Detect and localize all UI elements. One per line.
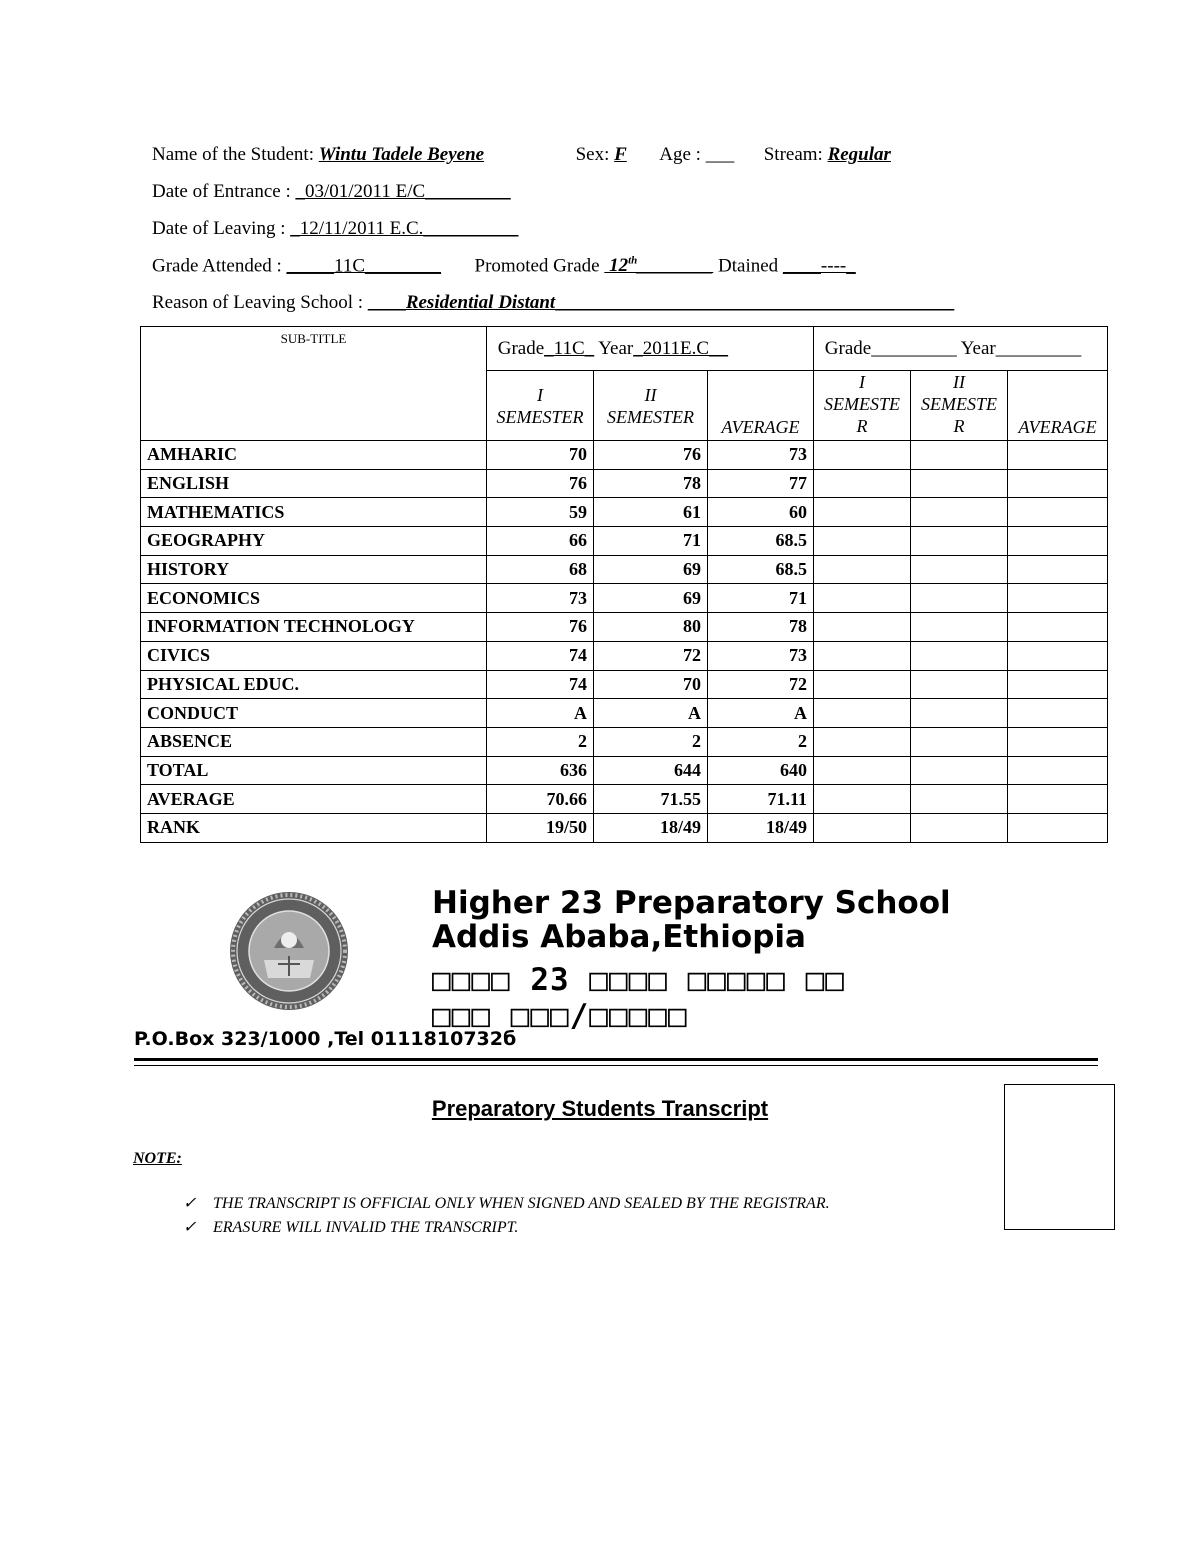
sem2-score-cell: 72 bbox=[594, 641, 708, 670]
empty-cell bbox=[911, 727, 1008, 756]
empty-cell bbox=[1008, 584, 1108, 613]
sem2-score-cell: 61 bbox=[594, 498, 708, 527]
grade-blank: _________ bbox=[871, 337, 957, 359]
table-row bbox=[141, 813, 1108, 842]
average-header: AVERAGE bbox=[708, 371, 814, 441]
subject-cell: INFORMATION TECHNOLOGY bbox=[141, 613, 487, 642]
student-sex: F bbox=[614, 144, 627, 165]
empty-cell bbox=[814, 756, 911, 785]
grade-year-header-current: Grade_11C_ Year_2011E.C__ bbox=[487, 327, 814, 371]
sem2-score-cell: 78 bbox=[594, 469, 708, 498]
empty-cell bbox=[911, 469, 1008, 498]
subject-cell: TOTAL bbox=[141, 756, 487, 785]
average-score-cell: 73 bbox=[708, 441, 814, 470]
promoted-label: Promoted Grade bbox=[474, 255, 600, 277]
average-score-cell: 68.5 bbox=[708, 555, 814, 584]
empty-cell bbox=[814, 785, 911, 814]
promoted-sup: th bbox=[628, 255, 638, 267]
sem1-score-cell: 68 bbox=[487, 555, 594, 584]
subject-cell: ABSENCE bbox=[141, 727, 487, 756]
school-amharic-line1: □□□□ 23 □□□□ □□□□□ □□ bbox=[432, 962, 845, 998]
table-row bbox=[141, 756, 1108, 785]
student-stream: Regular bbox=[827, 144, 891, 165]
promoted-grade: 12th________ bbox=[609, 255, 714, 277]
empty-cell bbox=[1008, 498, 1108, 527]
school-name-english bbox=[432, 886, 951, 954]
subject-cell: AVERAGE bbox=[141, 785, 487, 814]
table-row bbox=[141, 641, 1108, 670]
subject-cell: RANK bbox=[141, 813, 487, 842]
grade-year-header-next bbox=[814, 327, 1108, 371]
sem1-b-word: SEMESTE bbox=[824, 394, 901, 414]
sem2-b-numeral: II bbox=[953, 372, 966, 392]
stream-label: Stream: bbox=[763, 144, 823, 165]
header-rule-thin bbox=[134, 1065, 1098, 1066]
leaving-date: _12/11/2011 E.C.__________ bbox=[290, 218, 519, 239]
empty-cell bbox=[814, 670, 911, 699]
empty-cell bbox=[1008, 813, 1108, 842]
empty-cell bbox=[1008, 469, 1108, 498]
po-box: P.O.Box 323/1000 ,Tel 0111810732б bbox=[134, 1028, 517, 1050]
sem1-score-cell: A bbox=[487, 699, 594, 728]
sem2-score-cell: 70 bbox=[594, 670, 708, 699]
transcript-title: Preparatory Students Transcript bbox=[431, 1096, 769, 1121]
sem2-numeral: II bbox=[644, 384, 657, 405]
average-score-cell: 68.5 bbox=[708, 527, 814, 556]
table-row bbox=[141, 699, 1108, 728]
note-item-2 bbox=[183, 1217, 518, 1237]
subtitle-header: SUB-TITLE bbox=[141, 327, 487, 441]
empty-cell bbox=[814, 613, 911, 642]
sem1-score-cell: 74 bbox=[487, 641, 594, 670]
detained-value: ____----_ bbox=[782, 255, 856, 277]
average-score-cell: 71 bbox=[708, 584, 814, 613]
sem2-score-cell: 69 bbox=[594, 555, 708, 584]
sem1-score-cell: 66 bbox=[487, 527, 594, 556]
sem1-score-cell: 636 bbox=[487, 756, 594, 785]
school-name-line1: Higher 23 Preparatory School bbox=[432, 885, 951, 921]
empty-cell bbox=[814, 699, 911, 728]
empty-cell bbox=[1008, 527, 1108, 556]
entrance-date: _03/01/2011 E/C_________ bbox=[295, 181, 511, 202]
note-item-1 bbox=[183, 1193, 830, 1213]
sem2-score-cell: 71 bbox=[594, 527, 708, 556]
empty-cell bbox=[911, 785, 1008, 814]
sem2-header-b bbox=[911, 371, 1008, 441]
sem1-score-cell: 76 bbox=[487, 613, 594, 642]
average-score-cell: 18/49 bbox=[708, 813, 814, 842]
empty-cell bbox=[814, 469, 911, 498]
empty-cell bbox=[1008, 727, 1108, 756]
empty-cell bbox=[911, 641, 1008, 670]
average-score-cell: 71.11 bbox=[708, 785, 814, 814]
average-score-cell: 2 bbox=[708, 727, 814, 756]
subject-cell: PHYSICAL EDUC. bbox=[141, 670, 487, 699]
sem2-score-cell: A bbox=[594, 699, 708, 728]
sem1-score-cell: 70 bbox=[487, 441, 594, 470]
average-score-cell: 640 bbox=[708, 756, 814, 785]
school-seal-icon bbox=[228, 890, 350, 1012]
promoted-value: 12 bbox=[609, 255, 629, 277]
note-text-2: ERASURE WILL INVALID THE TRANSCRIPT. bbox=[213, 1219, 519, 1236]
entrance-line bbox=[152, 181, 511, 203]
empty-cell bbox=[814, 584, 911, 613]
average-header-b: AVERAGE bbox=[1008, 371, 1108, 441]
grade-attended-label: Grade Attended : bbox=[152, 255, 282, 277]
empty-cell bbox=[911, 699, 1008, 728]
table-row bbox=[141, 727, 1108, 756]
grade-rows bbox=[141, 441, 1108, 843]
subject-cell: GEOGRAPHY bbox=[141, 527, 487, 556]
sem1-numeral: I bbox=[537, 384, 543, 405]
empty-cell bbox=[814, 441, 911, 470]
student-name-line bbox=[152, 144, 891, 166]
empty-cell bbox=[1008, 613, 1108, 642]
table-row bbox=[141, 527, 1108, 556]
sem1-header-b bbox=[814, 371, 911, 441]
year-blank: _________ bbox=[995, 337, 1082, 359]
table-row bbox=[141, 498, 1108, 527]
table-row bbox=[141, 469, 1108, 498]
empty-cell bbox=[911, 441, 1008, 470]
average-score-cell: A bbox=[708, 699, 814, 728]
table-row bbox=[141, 441, 1108, 470]
photo-box bbox=[1004, 1084, 1115, 1230]
header-row-1 bbox=[141, 327, 1108, 371]
average-score-cell: 60 bbox=[708, 498, 814, 527]
average-score-cell: 73 bbox=[708, 641, 814, 670]
sem2-header bbox=[594, 371, 708, 441]
leaving-label: Date of Leaving : bbox=[152, 218, 286, 239]
detained-label: Dtained bbox=[718, 255, 779, 277]
average-score-cell: 72 bbox=[708, 670, 814, 699]
empty-cell bbox=[911, 756, 1008, 785]
empty-cell bbox=[814, 555, 911, 584]
sem2-score-cell: 69 bbox=[594, 584, 708, 613]
empty-cell bbox=[1008, 756, 1108, 785]
sem2-score-cell: 76 bbox=[594, 441, 708, 470]
school-name-amharic bbox=[432, 962, 845, 1034]
sex-label: Sex: bbox=[575, 144, 610, 165]
sem2-score-cell: 71.55 bbox=[594, 785, 708, 814]
subject-cell: AMHARIC bbox=[141, 441, 487, 470]
table-row bbox=[141, 584, 1108, 613]
empty-cell bbox=[911, 813, 1008, 842]
leaving-line bbox=[152, 218, 518, 240]
year-value: 2011E.C bbox=[642, 337, 710, 359]
year-label: Year bbox=[598, 337, 634, 359]
table-row bbox=[141, 670, 1108, 699]
subject-cell: ENGLISH bbox=[141, 469, 487, 498]
sem1-score-cell: 59 bbox=[487, 498, 594, 527]
year-label-b: Year bbox=[960, 337, 996, 359]
sem2-word: SEMESTER bbox=[607, 406, 694, 427]
sem2-score-cell: 2 bbox=[594, 727, 708, 756]
empty-cell bbox=[814, 498, 911, 527]
empty-cell bbox=[1008, 699, 1108, 728]
average-score-cell: 77 bbox=[708, 469, 814, 498]
school-amharic-line2: □□□ □□□/□□□□□ bbox=[432, 998, 688, 1034]
sem1-b-wrap: R bbox=[856, 416, 868, 436]
empty-cell bbox=[911, 498, 1008, 527]
empty-cell bbox=[814, 727, 911, 756]
subject-cell: ECONOMICS bbox=[141, 584, 487, 613]
table-row bbox=[141, 555, 1108, 584]
empty-cell bbox=[814, 813, 911, 842]
subject-cell: CONDUCT bbox=[141, 699, 487, 728]
sem1-score-cell: 2 bbox=[487, 727, 594, 756]
reason-label: Reason of Leaving School : bbox=[152, 292, 364, 313]
subject-cell: HISTORY bbox=[141, 555, 487, 584]
grades-table bbox=[140, 326, 1108, 843]
reason-value: Residential Distant bbox=[405, 292, 556, 313]
sem2-b-word: SEMESTE bbox=[921, 394, 998, 414]
age-label: Age : bbox=[659, 144, 701, 165]
sem2-score-cell: 80 bbox=[594, 613, 708, 642]
student-age: ___ bbox=[705, 144, 735, 165]
student-name: Wintu Tadele Beyene bbox=[318, 144, 485, 165]
sem1-score-cell: 76 bbox=[487, 469, 594, 498]
grade-value: 11C bbox=[553, 337, 585, 359]
empty-cell bbox=[1008, 555, 1108, 584]
check-icon: ✓ bbox=[183, 1195, 197, 1212]
table-row bbox=[141, 613, 1108, 642]
empty-cell bbox=[911, 555, 1008, 584]
table-row bbox=[141, 785, 1108, 814]
sem1-score-cell: 74 bbox=[487, 670, 594, 699]
reason-field: ____Residential Distant__________________________________________ bbox=[367, 292, 955, 313]
empty-cell bbox=[814, 527, 911, 556]
grade-label: Grade bbox=[497, 337, 545, 359]
sem2-b-wrap: R bbox=[953, 416, 965, 436]
average-score-cell: 78 bbox=[708, 613, 814, 642]
sem2-score-cell: 18/49 bbox=[594, 813, 708, 842]
grade-attended: _____11C________ bbox=[286, 255, 442, 277]
grade-label-b: Grade bbox=[824, 337, 872, 359]
empty-cell bbox=[911, 527, 1008, 556]
reason-line bbox=[152, 292, 954, 314]
subject-cell: MATHEMATICS bbox=[141, 498, 487, 527]
note-text-1: THE TRANSCRIPT IS OFFICIAL ONLY WHEN SIGNED AND SEALED BY THE REGISTRAR. bbox=[213, 1195, 830, 1212]
check-icon: ✓ bbox=[183, 1219, 197, 1236]
sem1-b-numeral: I bbox=[859, 372, 866, 392]
school-name-line2: Addis Ababa,Ethiopia bbox=[432, 919, 806, 955]
name-label: Name of the Student: bbox=[152, 144, 314, 165]
note-label: NOTE: bbox=[133, 1150, 182, 1167]
subject-cell: CIVICS bbox=[141, 641, 487, 670]
empty-cell bbox=[1008, 441, 1108, 470]
sem1-score-cell: 73 bbox=[487, 584, 594, 613]
empty-cell bbox=[1008, 641, 1108, 670]
empty-cell bbox=[911, 670, 1008, 699]
empty-cell bbox=[911, 584, 1008, 613]
sem1-header bbox=[487, 371, 594, 441]
sem1-score-cell: 19/50 bbox=[487, 813, 594, 842]
empty-cell bbox=[1008, 670, 1108, 699]
sem1-score-cell: 70.66 bbox=[487, 785, 594, 814]
sem1-word: SEMESTER bbox=[496, 406, 584, 427]
empty-cell bbox=[1008, 785, 1108, 814]
entrance-label: Date of Entrance : bbox=[152, 181, 291, 202]
sem2-score-cell: 644 bbox=[594, 756, 708, 785]
empty-cell bbox=[911, 613, 1008, 642]
empty-cell bbox=[814, 641, 911, 670]
header-rule-thick bbox=[134, 1058, 1098, 1061]
grade-line bbox=[152, 255, 856, 277]
